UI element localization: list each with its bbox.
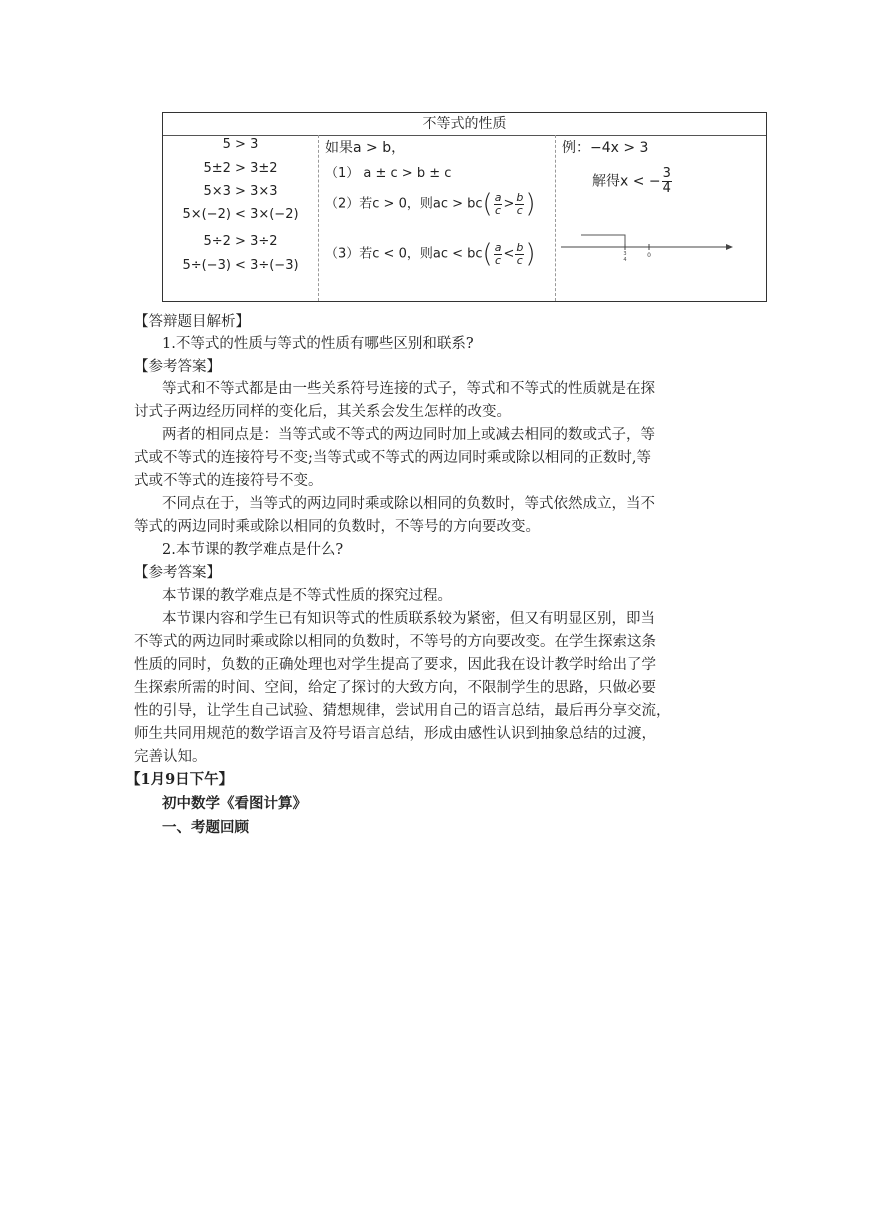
example-solution: 解得x < − $\frac{3}{4}$: [592, 166, 671, 196]
rule-2-text: （2）若c > 0，则ac > bc: [325, 196, 483, 212]
rule-3-text: （3）若c < 0，则ac < bc: [325, 246, 483, 262]
rule-2: （2）若c > 0，则ac > bc( $\frac{a}{c}$ > $\frac{b}{c}$ ): [325, 189, 536, 219]
answer-line: 性的引导，让学生自己试验、猜想规律，尝试用自己的语言总结，最后再分享交流，: [134, 703, 671, 719]
answer-line: 讨式子两边经历同样的变化后，其关系会发生怎样的改变。: [134, 404, 511, 420]
answer-line: 生探索所需的时间、空间，给定了探讨的大致方向，不限制学生的思路，只做必要: [134, 680, 656, 696]
question-1: 1.不等式的性质与等式的性质有哪些区别和联系?: [162, 336, 474, 352]
fraction: $\frac{b}{c}$: [516, 240, 524, 267]
example-line: 5×3 > 3×3: [203, 184, 278, 199]
answer-line: 性质的同时，负数的正确处理也对学生提高了要求，因此我在设计教学时给出了学: [134, 657, 656, 673]
example-line: 5×(−2) < 3×(−2): [182, 207, 299, 222]
date-heading: 【1月9日下午】: [126, 771, 234, 788]
tick-label-neg-den: 4: [623, 257, 627, 263]
example-line: 5±2 > 3±2: [203, 161, 278, 176]
subsection-heading: 一、考题回顾: [162, 819, 249, 836]
answer-line: 式或不等式的连接符号不变。: [134, 473, 323, 489]
example-line: 5÷2 > 3÷2: [203, 234, 278, 249]
fraction: $\frac{3}{4}$: [662, 166, 671, 196]
reference-answer-label: 【参考答案】: [134, 565, 221, 581]
section-heading: 【答辩题目解析】: [134, 314, 250, 330]
reference-answer-label: 【参考答案】: [134, 359, 221, 375]
number-line: [561, 225, 761, 265]
answer-line: 等式的两边同时乘或除以相同的负数时，不等号的方向要改变。: [134, 519, 540, 535]
numeric-examples-column: [163, 135, 318, 301]
answer-line: 不同点在于，当等式的两边同时乘或除以相同的负数时，等式依然成立，当不: [162, 496, 655, 512]
answer-line: 式或不等式的连接符号不变;当等式或不等式的两边同时乘或除以相同的正数时,等: [134, 450, 651, 466]
answer-line: 完善认知。: [134, 749, 207, 765]
rule-intro: 如果a > b，: [325, 140, 406, 156]
rules-column: [319, 135, 555, 301]
tick-label-neg-num: 3: [623, 251, 627, 257]
answer-line: 两者的相同点是：当等式或不等式的两边同时加上或减去相同的数或式子，等: [162, 427, 655, 443]
lesson-title: 初中数学《看图计算》: [162, 795, 307, 812]
rule-3: （3）若c < 0，则ac < bc( $\frac{a}{c}$ < $\frac{b}{c}$ ): [325, 239, 536, 269]
tick-label-zero: 0: [647, 252, 651, 259]
example-line: 5÷(−3) < 3÷(−3): [182, 258, 299, 273]
answer-line: 等式和不等式都是由一些关系符号连接的式子，等式和不等式的性质就是在探: [162, 381, 655, 397]
properties-figure: [162, 112, 767, 302]
answer-line: 本节课内容和学生已有知识等式的性质联系较为紧密，但又有明显区别，即当: [162, 611, 655, 627]
answer-line: 师生共同用规范的数学语言及符号语言总结，形成由感性认识到抽象总结的过渡，: [134, 726, 656, 742]
answer-line: 不等式的两边同时乘或除以相同的负数时，不等号的方向要改变。在学生探索这条: [134, 634, 656, 650]
example-line: 5 > 3: [222, 137, 259, 152]
example-column: [556, 135, 766, 301]
question-2: 2.本节课的教学难点是什么?: [162, 542, 344, 558]
fraction: $\frac{b}{c}$: [516, 190, 524, 217]
rule-1: （1） a ± c > b ± c: [325, 166, 452, 181]
answer-line: 本节课的教学难点是不等式性质的探究过程。: [162, 588, 452, 604]
fraction: $\frac{a}{c}$: [494, 240, 502, 267]
example-inequality: 例：−4x > 3: [562, 140, 649, 156]
fraction: $\frac{a}{c}$: [494, 190, 502, 217]
figure-title: 不等式的性质: [163, 113, 766, 136]
